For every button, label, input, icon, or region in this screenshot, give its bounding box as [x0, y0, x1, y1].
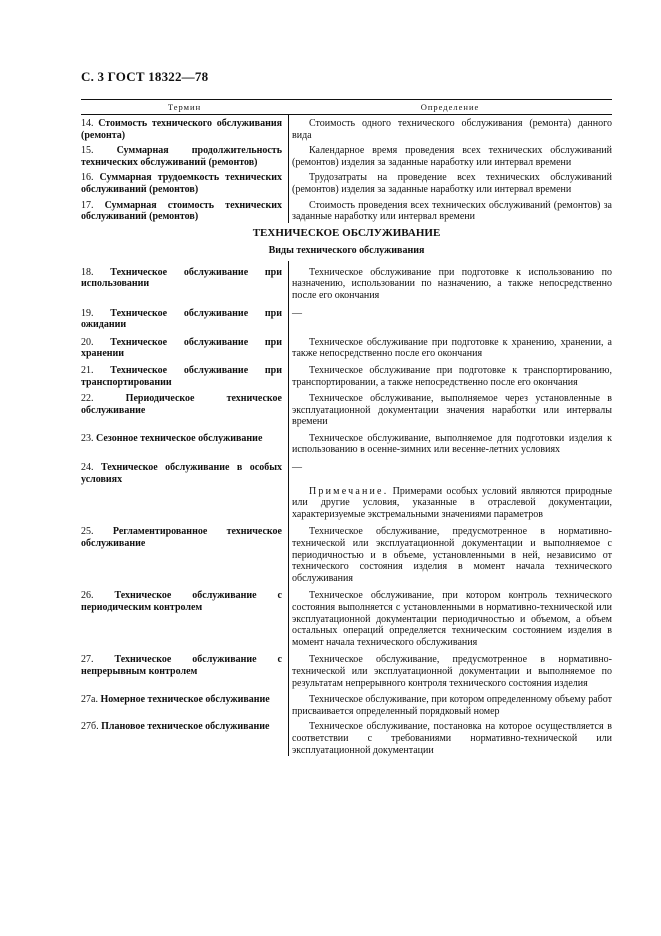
table-row [81, 141, 612, 168]
definition-cell [288, 172, 612, 195]
definition-cell [288, 462, 612, 520]
term-text: Плановое техническое обслуживание [101, 721, 270, 733]
table-row [81, 520, 612, 584]
definition-text: Техническое обслуживание при подготовке к транспортированию, транспортировании, а также непосредственно после его окончания [292, 364, 612, 388]
table-row [81, 456, 612, 520]
table-row [81, 331, 612, 360]
definition-text: Техническое обслуживание, выполняемое для подготовки изделия к использованию в осенне-зимних или весенне-летних условиях [292, 432, 612, 456]
term-number: 18. [81, 266, 94, 278]
term-cell [81, 172, 288, 195]
term-number: 14. [81, 118, 94, 129]
term-cell [81, 308, 288, 331]
term-text: Суммарная трудоемкость технических обслуживаний (ремонтов) [81, 172, 282, 195]
term-number: 17. [81, 199, 94, 211]
definition-cell [288, 721, 612, 756]
section-title: ТЕХНИЧЕСКОЕ ОБСЛУЖИВАНИЕ [81, 223, 612, 245]
term-number: 27б. [81, 721, 99, 733]
term-cell [81, 365, 288, 388]
note-text: Примерами особых условий являются природные или другие условия, указанные в отраслевой документации, характеризуемые экстремальными значениями параметров [292, 485, 613, 520]
term-text: Техническое обслуживание с непрерывным контролем [81, 654, 282, 677]
terms-table [81, 99, 612, 756]
term-cell [81, 694, 288, 717]
term-cell [81, 337, 288, 360]
term-number: 26. [81, 590, 94, 602]
term-cell [81, 145, 288, 168]
term-cell [81, 721, 288, 756]
definition-text: Стоимость проведения всех технических обслуживаний (ремонтов) за заданные наработку или интервал времени [292, 199, 612, 223]
definition-cell [288, 200, 612, 223]
term-number: 24. [81, 462, 94, 474]
term-cell [81, 393, 288, 428]
term-text: Стоимость технического обслуживания (ремонта) [81, 118, 283, 141]
column-header-term: Термин [167, 102, 202, 112]
definition-text: Стоимость одного технического обслуживания (ремонта) данного вида [292, 118, 612, 141]
definition-cell [288, 308, 612, 331]
table-row [81, 261, 612, 302]
table-row [81, 196, 612, 223]
term-text: Периодическое техническое обслуживание [81, 393, 282, 416]
definition-cell [288, 118, 612, 141]
term-text: Техническое обслуживание при ожидании [81, 307, 283, 331]
term-cell [81, 462, 288, 520]
table-row [81, 428, 612, 456]
term-text: Сезонное техническое обслуживание [96, 432, 263, 444]
definition-cell [288, 365, 612, 388]
term-text: Техническое обслуживание в особых условиях [81, 462, 282, 485]
term-number: 21. [81, 364, 94, 376]
term-cell [81, 590, 288, 648]
definition-text: — [292, 462, 302, 474]
definition-cell [288, 337, 612, 360]
definition-text: Трудозатраты на проведение всех технических обслуживаний (ремонтов) изделия за заданные наработку или интервал времени [292, 172, 612, 195]
table-row [81, 302, 612, 331]
term-cell [81, 654, 288, 689]
term-number: 19. [81, 307, 94, 319]
rows-group-b [81, 261, 612, 756]
term-number: 16. [81, 172, 94, 184]
term-number: 15. [81, 145, 94, 157]
table-row [81, 689, 612, 717]
table-row [81, 360, 612, 388]
definition-cell [288, 526, 612, 584]
term-cell [81, 433, 288, 456]
definition-text: Техническое обслуживание, при котором определенному объему работ присваивается определенный порядковый номер [292, 694, 612, 717]
term-text: Номерное техническое обслуживание [100, 694, 270, 706]
term-text: Техническое обслуживание при хранении [81, 336, 283, 360]
table-row [81, 168, 612, 195]
term-cell [81, 526, 288, 584]
term-text: Техническое обслуживание при транспортировании [81, 364, 283, 388]
term-number: 20. [81, 336, 94, 348]
term-cell [81, 200, 288, 223]
definition-text: — [292, 307, 302, 319]
table-row [81, 648, 612, 689]
definition-text: Техническое обслуживание, выполняемое через установленные в эксплуатационной документации значения наработки или интервалы времени [292, 393, 612, 428]
term-text: Суммарная стоимость технических обслуживаний (ремонтов) [81, 199, 282, 223]
subsection-title: Виды технического обслуживания [81, 245, 612, 261]
definition-text: Техническое обслуживание, предусмотренное в нормативно-технической или эксплуатационной документации и выполняемое по результатам непрерывного контроля технического состояния изделия [292, 654, 612, 689]
term-number: 22. [81, 393, 94, 405]
definition-cell [288, 145, 612, 168]
term-text: Регламентированное техническое обслуживание [81, 526, 282, 550]
table-row [81, 115, 612, 141]
term-text: Техническое обслуживание при использовании [81, 266, 283, 290]
term-number: 27а. [81, 694, 98, 706]
definition-text: Техническое обслуживание, при котором контроль технического состояния выполняется с установленными в нормативно-технической или эксплуатационной документации периодичностью и объемом, а объем остальных операций определяется техническим состоянием изделия в момент начала технического обслуживания [292, 590, 612, 648]
definition-text: Техническое обслуживание, постановка на которое осуществляется в соответствии с требованиями нормативно-технической или эксплуатационной документации [292, 721, 612, 756]
definition-text: Техническое обслуживание при подготовке к хранению, хранении, а также непосредственно после его окончания [292, 336, 612, 360]
term-cell [81, 118, 288, 141]
note-label: Примечание. [309, 485, 389, 497]
rows-group-a [81, 115, 612, 223]
term-number: 25. [81, 526, 94, 538]
definition-text: Техническое обслуживание при подготовке к использованию по назначению, использовании по назначению, а также непосредственно после его окончания [292, 266, 612, 301]
definition-cell [288, 590, 612, 648]
term-number: 23. [81, 432, 94, 444]
table-header [81, 100, 612, 115]
definition-text: Календарное время проведения всех технических обслуживаний (ремонтов) изделия за заданные наработку или интервал времени [292, 145, 612, 168]
term-text: Техническое обслуживание с периодическим контролем [81, 590, 282, 613]
definition-cell [288, 654, 612, 689]
term-text: Суммарная продолжительность технических обслуживаний (ремонтов) [81, 145, 282, 168]
definition-cell [288, 433, 612, 456]
table-row [81, 388, 612, 428]
definition-cell [288, 694, 612, 717]
page-header: С. 3 ГОСТ 18322—78 [81, 69, 209, 84]
definition-cell [288, 267, 612, 302]
definition-cell [288, 393, 612, 428]
table-row [81, 717, 612, 756]
table-body [81, 115, 612, 756]
table-row [81, 584, 612, 648]
definition-text: Техническое обслуживание, предусмотренное в нормативно-технической или эксплуатационной документации и выполняемое с периодичностью и в объеме, установленными в ней, независимо от технического состояния изделия в момент начала технического обслуживания [292, 526, 612, 584]
term-number: 27. [81, 654, 94, 666]
note [292, 486, 612, 521]
term-cell [81, 267, 288, 302]
column-header-definition: Определение [420, 102, 480, 112]
